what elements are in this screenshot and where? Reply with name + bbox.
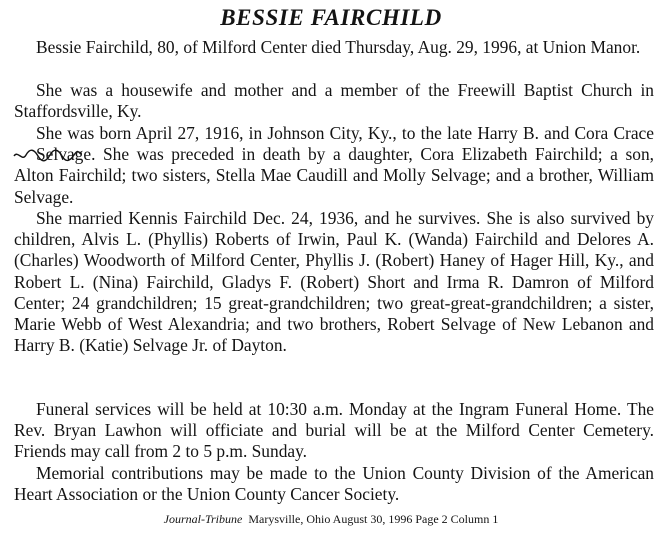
obituary-headline: BESSIE FAIRCHILD (220, 5, 442, 30)
publication-name: Journal-Tribune (163, 512, 243, 526)
birth-text-after: . She was preceded in death by a daughter, Cora Elizabeth Fairchild; a son, Alton Fairchild; two sisters, Stella Mae Caudill and Molly Selvage; and a brother, William Selvage. (14, 144, 654, 207)
obituary-paragraph-birth (14, 123, 654, 208)
struck-word: Selvage (36, 144, 92, 165)
obituary-paragraph-death-notice: Bessie Fairchild, 80, of Milford Center died Thursday, Aug. 29, 1996, at Union Manor. (36, 37, 641, 57)
publication-details: Marysville, Ohio August 30, 1996 Page 2 Column 1 (248, 512, 499, 526)
obituary-paragraph-services: Funeral services will be held at 10:30 a.m. Monday at the Ingram Funeral Home. The Rev. Bryan Lawhon will officiate and burial will be at the Milford Center Cemetery. Friends may call from 2 to 5 p.m. Sunday. (14, 399, 654, 462)
handwritten-strikeout-word (14, 144, 91, 165)
birth-text-before: She was born April 27, 1916, in Johnson City, Ky., to the late Harry B. and Cora Crace (36, 123, 654, 143)
source-citation (0, 511, 662, 527)
obituary-paragraph-memorials: Memorial contributions may be made to the Union County Division of the American Heart Association or the Union County Cancer Society. (14, 463, 654, 505)
obituary-paragraph-survivors: She married Kennis Fairchild Dec. 24, 1936, and he survives. She is also survived by children, Alvis L. (Phyllis) Roberts of Irwin, Paul K. (Wanda) Fairchild and Delores A. (Charles) Woodworth of Milford Center, Phyllis J. (Robert) Haney of Hager Hill, Ky., and Robert L. (Nina) Fairchild, Gladys F. (Robert) Short and Irma R. Damron of Milford Center; 24 grandchildren; 15 great-grandchildren; two great-great-grandchildren; a sister, Marie Webb of West Alexandria; and two brothers, Robert Selvage of New Lebanon and Harry B. (Katie) Selvage Jr. of Dayton. (14, 208, 654, 356)
obituary-paragraph-membership: She was a housewife and mother and a member of the Freewill Baptist Church in Staffordsville, Ky. (14, 80, 654, 122)
